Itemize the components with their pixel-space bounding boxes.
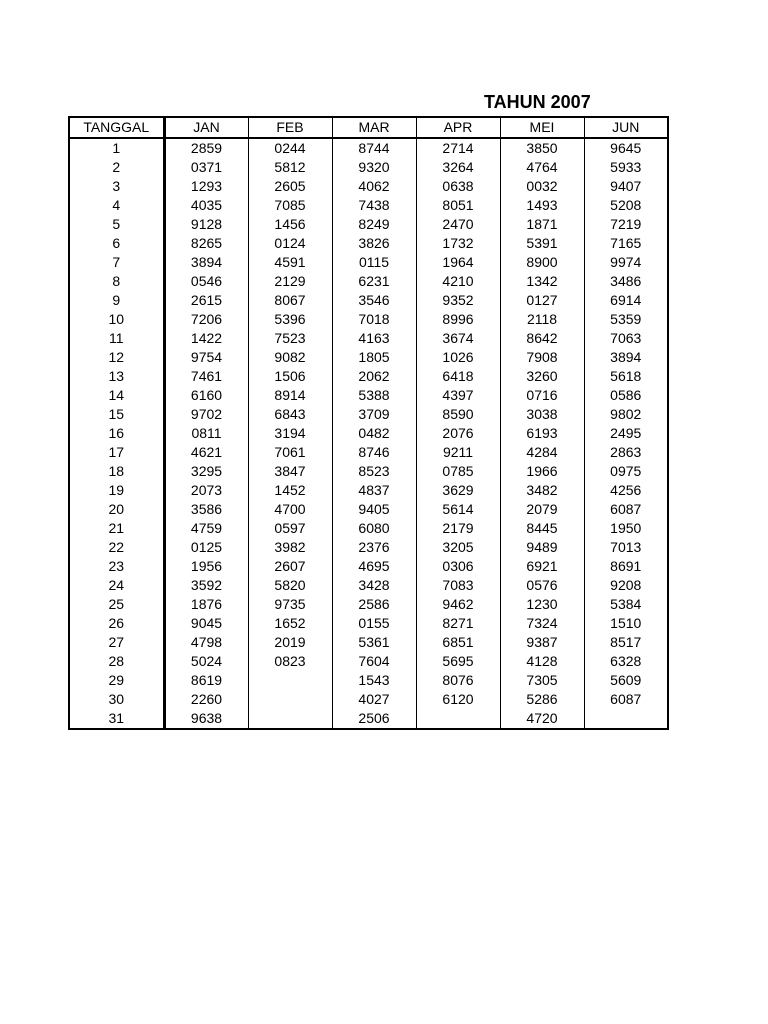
value-cell: 1732 (416, 234, 500, 253)
value-cell (248, 671, 332, 690)
day-cell: 19 (69, 481, 164, 500)
value-cell: 3264 (416, 158, 500, 177)
value-cell: 3586 (164, 500, 248, 519)
value-cell: 9211 (416, 443, 500, 462)
value-cell: 0638 (416, 177, 500, 196)
value-cell: 8744 (332, 138, 416, 158)
value-cell: 6080 (332, 519, 416, 538)
value-cell: 1956 (164, 557, 248, 576)
value-cell: 5286 (500, 690, 584, 709)
value-cell: 0125 (164, 538, 248, 557)
value-cell: 6921 (500, 557, 584, 576)
table-row (69, 595, 668, 614)
value-cell: 7324 (500, 614, 584, 633)
value-cell: 5391 (500, 234, 584, 253)
table-row (69, 177, 668, 196)
value-cell: 0244 (248, 138, 332, 158)
value-cell: 1950 (584, 519, 668, 538)
value-cell: 7438 (332, 196, 416, 215)
day-cell: 6 (69, 234, 164, 253)
table-row (69, 424, 668, 443)
value-cell: 7165 (584, 234, 668, 253)
value-cell: 8523 (332, 462, 416, 481)
value-cell: 1230 (500, 595, 584, 614)
day-cell: 30 (69, 690, 164, 709)
value-cell: 6231 (332, 272, 416, 291)
value-cell: 5024 (164, 652, 248, 671)
value-cell: 2076 (416, 424, 500, 443)
value-cell: 4256 (584, 481, 668, 500)
value-cell: 0576 (500, 576, 584, 595)
table-row (69, 690, 668, 709)
value-cell: 2062 (332, 367, 416, 386)
table-row (69, 138, 668, 158)
value-cell: 0823 (248, 652, 332, 671)
value-cell: 9638 (164, 709, 248, 729)
value-cell: 6087 (584, 500, 668, 519)
value-cell: 0546 (164, 272, 248, 291)
table-row (69, 481, 668, 500)
table-row (69, 519, 668, 538)
value-cell: 7461 (164, 367, 248, 386)
value-cell: 4720 (500, 709, 584, 729)
value-cell: 7305 (500, 671, 584, 690)
value-cell: 3546 (332, 291, 416, 310)
value-cell: 3847 (248, 462, 332, 481)
value-cell: 5614 (416, 500, 500, 519)
value-cell: 8642 (500, 329, 584, 348)
value-cell: 2129 (248, 272, 332, 291)
value-cell: 5388 (332, 386, 416, 405)
day-cell: 20 (69, 500, 164, 519)
day-cell: 27 (69, 633, 164, 652)
value-cell: 9802 (584, 405, 668, 424)
value-cell: 3592 (164, 576, 248, 595)
value-cell: 4798 (164, 633, 248, 652)
value-cell: 2605 (248, 177, 332, 196)
value-cell: 3295 (164, 462, 248, 481)
value-cell: 8746 (332, 443, 416, 462)
table-row (69, 310, 668, 329)
value-cell: 2118 (500, 310, 584, 329)
day-cell: 28 (69, 652, 164, 671)
table-row (69, 576, 668, 595)
value-cell: 6418 (416, 367, 500, 386)
table-row (69, 633, 668, 652)
value-cell: 1342 (500, 272, 584, 291)
value-cell: 1871 (500, 215, 584, 234)
value-cell: 3038 (500, 405, 584, 424)
value-cell: 9407 (584, 177, 668, 196)
value-cell: 0371 (164, 158, 248, 177)
value-cell (584, 709, 668, 729)
value-cell: 0115 (332, 253, 416, 272)
table-row (69, 671, 668, 690)
value-cell: 2586 (332, 595, 416, 614)
day-cell: 22 (69, 538, 164, 557)
value-cell: 9208 (584, 576, 668, 595)
value-cell: 1293 (164, 177, 248, 196)
value-cell: 4284 (500, 443, 584, 462)
value-cell: 7018 (332, 310, 416, 329)
day-cell: 17 (69, 443, 164, 462)
value-cell: 9974 (584, 253, 668, 272)
value-cell: 5812 (248, 158, 332, 177)
value-cell: 3260 (500, 367, 584, 386)
data-table (68, 116, 669, 730)
value-cell: 2506 (332, 709, 416, 729)
value-cell: 1456 (248, 215, 332, 234)
value-cell: 5820 (248, 576, 332, 595)
day-cell: 31 (69, 709, 164, 729)
value-cell: 1964 (416, 253, 500, 272)
day-cell: 13 (69, 367, 164, 386)
table-row (69, 234, 668, 253)
value-cell: 0155 (332, 614, 416, 633)
day-cell: 11 (69, 329, 164, 348)
value-cell: 0785 (416, 462, 500, 481)
value-cell: 5933 (584, 158, 668, 177)
value-cell: 8265 (164, 234, 248, 253)
value-cell: 2863 (584, 443, 668, 462)
value-cell: 7061 (248, 443, 332, 462)
value-cell: 4700 (248, 500, 332, 519)
value-cell: 9045 (164, 614, 248, 633)
table-row (69, 462, 668, 481)
value-cell: 6087 (584, 690, 668, 709)
value-cell: 6851 (416, 633, 500, 652)
value-cell: 4035 (164, 196, 248, 215)
day-cell: 14 (69, 386, 164, 405)
value-cell: 9735 (248, 595, 332, 614)
table-row (69, 272, 668, 291)
table-row (69, 253, 668, 272)
value-cell: 4027 (332, 690, 416, 709)
table-row (69, 367, 668, 386)
value-cell: 6193 (500, 424, 584, 443)
value-cell: 5359 (584, 310, 668, 329)
value-cell: 3486 (584, 272, 668, 291)
value-cell: 9462 (416, 595, 500, 614)
value-cell: 8271 (416, 614, 500, 633)
day-cell: 9 (69, 291, 164, 310)
value-cell: 2859 (164, 138, 248, 158)
value-cell: 0811 (164, 424, 248, 443)
value-cell: 9082 (248, 348, 332, 367)
day-cell: 25 (69, 595, 164, 614)
table-row (69, 329, 668, 348)
value-cell: 5695 (416, 652, 500, 671)
table-row (69, 557, 668, 576)
value-cell: 0716 (500, 386, 584, 405)
value-cell: 3709 (332, 405, 416, 424)
value-cell: 3629 (416, 481, 500, 500)
day-cell: 18 (69, 462, 164, 481)
value-cell: 2376 (332, 538, 416, 557)
value-cell: 2260 (164, 690, 248, 709)
value-cell: 7063 (584, 329, 668, 348)
day-cell: 3 (69, 177, 164, 196)
value-cell: 4759 (164, 519, 248, 538)
value-cell: 7219 (584, 215, 668, 234)
value-cell: 5609 (584, 671, 668, 690)
value-cell: 1966 (500, 462, 584, 481)
value-cell: 9320 (332, 158, 416, 177)
value-cell: 1876 (164, 595, 248, 614)
value-cell (248, 709, 332, 729)
value-cell: 7523 (248, 329, 332, 348)
table-row (69, 158, 668, 177)
value-cell: 2019 (248, 633, 332, 652)
day-cell: 1 (69, 138, 164, 158)
value-cell: 8691 (584, 557, 668, 576)
value-cell: 3826 (332, 234, 416, 253)
value-cell: 9405 (332, 500, 416, 519)
table-row (69, 443, 668, 462)
table-body (69, 138, 668, 729)
header-jan: JAN (164, 117, 248, 138)
value-cell (416, 709, 500, 729)
value-cell: 8619 (164, 671, 248, 690)
value-cell: 1422 (164, 329, 248, 348)
value-cell: 0306 (416, 557, 500, 576)
value-cell: 2470 (416, 215, 500, 234)
value-cell: 9352 (416, 291, 500, 310)
value-cell: 0597 (248, 519, 332, 538)
value-cell: 3674 (416, 329, 500, 348)
value-cell: 4128 (500, 652, 584, 671)
value-cell: 2495 (584, 424, 668, 443)
day-cell: 29 (69, 671, 164, 690)
day-cell: 8 (69, 272, 164, 291)
value-cell: 7083 (416, 576, 500, 595)
value-cell: 3428 (332, 576, 416, 595)
table-row (69, 215, 668, 234)
value-cell: 8249 (332, 215, 416, 234)
value-cell: 4837 (332, 481, 416, 500)
value-cell: 2607 (248, 557, 332, 576)
day-cell: 15 (69, 405, 164, 424)
value-cell: 4397 (416, 386, 500, 405)
header-mar: MAR (332, 117, 416, 138)
value-cell: 9128 (164, 215, 248, 234)
value-cell: 8914 (248, 386, 332, 405)
value-cell: 9754 (164, 348, 248, 367)
value-cell: 9489 (500, 538, 584, 557)
value-cell: 4591 (248, 253, 332, 272)
value-cell: 8051 (416, 196, 500, 215)
value-cell: 1652 (248, 614, 332, 633)
value-cell: 3894 (584, 348, 668, 367)
value-cell: 0975 (584, 462, 668, 481)
value-cell: 8517 (584, 633, 668, 652)
table-row (69, 348, 668, 367)
table-row (69, 614, 668, 633)
value-cell: 6160 (164, 386, 248, 405)
page-title: TAHUN 2007 (484, 92, 591, 112)
header-feb: FEB (248, 117, 332, 138)
value-cell: 1506 (248, 367, 332, 386)
header-apr: APR (416, 117, 500, 138)
value-cell: 6914 (584, 291, 668, 310)
value-cell: 8996 (416, 310, 500, 329)
day-cell: 26 (69, 614, 164, 633)
value-cell: 4163 (332, 329, 416, 348)
value-cell: 6120 (416, 690, 500, 709)
table-row (69, 538, 668, 557)
day-cell: 21 (69, 519, 164, 538)
value-cell: 5618 (584, 367, 668, 386)
value-cell: 2714 (416, 138, 500, 158)
day-cell: 23 (69, 557, 164, 576)
value-cell: 4062 (332, 177, 416, 196)
value-cell: 1452 (248, 481, 332, 500)
value-cell: 2079 (500, 500, 584, 519)
value-cell: 1026 (416, 348, 500, 367)
value-cell: 3194 (248, 424, 332, 443)
value-cell: 8067 (248, 291, 332, 310)
value-cell: 8445 (500, 519, 584, 538)
value-cell: 7908 (500, 348, 584, 367)
value-cell: 4621 (164, 443, 248, 462)
header-row (69, 117, 668, 138)
day-cell: 4 (69, 196, 164, 215)
header-mei: MEI (500, 117, 584, 138)
value-cell: 5396 (248, 310, 332, 329)
day-cell: 12 (69, 348, 164, 367)
header-tanggal: TANGGAL (69, 117, 164, 138)
value-cell: 3205 (416, 538, 500, 557)
day-cell: 10 (69, 310, 164, 329)
value-cell: 8900 (500, 253, 584, 272)
value-cell: 2073 (164, 481, 248, 500)
value-cell: 5361 (332, 633, 416, 652)
table-row (69, 291, 668, 310)
value-cell: 9702 (164, 405, 248, 424)
value-cell: 3894 (164, 253, 248, 272)
value-cell: 4695 (332, 557, 416, 576)
value-cell: 1543 (332, 671, 416, 690)
value-cell: 3482 (500, 481, 584, 500)
value-cell: 0127 (500, 291, 584, 310)
value-cell: 1510 (584, 614, 668, 633)
table-row (69, 386, 668, 405)
value-cell: 4210 (416, 272, 500, 291)
value-cell: 7085 (248, 196, 332, 215)
day-cell: 5 (69, 215, 164, 234)
value-cell: 2615 (164, 291, 248, 310)
table-row (69, 652, 668, 671)
value-cell: 4764 (500, 158, 584, 177)
value-cell: 1493 (500, 196, 584, 215)
value-cell: 7604 (332, 652, 416, 671)
value-cell (248, 690, 332, 709)
day-cell: 2 (69, 158, 164, 177)
value-cell: 9387 (500, 633, 584, 652)
value-cell: 9645 (584, 138, 668, 158)
value-cell: 6843 (248, 405, 332, 424)
day-cell: 16 (69, 424, 164, 443)
value-cell: 5208 (584, 196, 668, 215)
value-cell: 0482 (332, 424, 416, 443)
value-cell: 0586 (584, 386, 668, 405)
header-jun: JUN (584, 117, 668, 138)
value-cell: 8076 (416, 671, 500, 690)
value-cell: 3850 (500, 138, 584, 158)
value-cell: 2179 (416, 519, 500, 538)
value-cell: 3982 (248, 538, 332, 557)
value-cell: 6328 (584, 652, 668, 671)
value-cell: 0032 (500, 177, 584, 196)
day-cell: 24 (69, 576, 164, 595)
value-cell: 8590 (416, 405, 500, 424)
value-cell: 0124 (248, 234, 332, 253)
value-cell: 7206 (164, 310, 248, 329)
table-row (69, 405, 668, 424)
table-row (69, 500, 668, 519)
value-cell: 5384 (584, 595, 668, 614)
table-row (69, 196, 668, 215)
day-cell: 7 (69, 253, 164, 272)
value-cell: 7013 (584, 538, 668, 557)
table-row (69, 709, 668, 729)
value-cell: 1805 (332, 348, 416, 367)
